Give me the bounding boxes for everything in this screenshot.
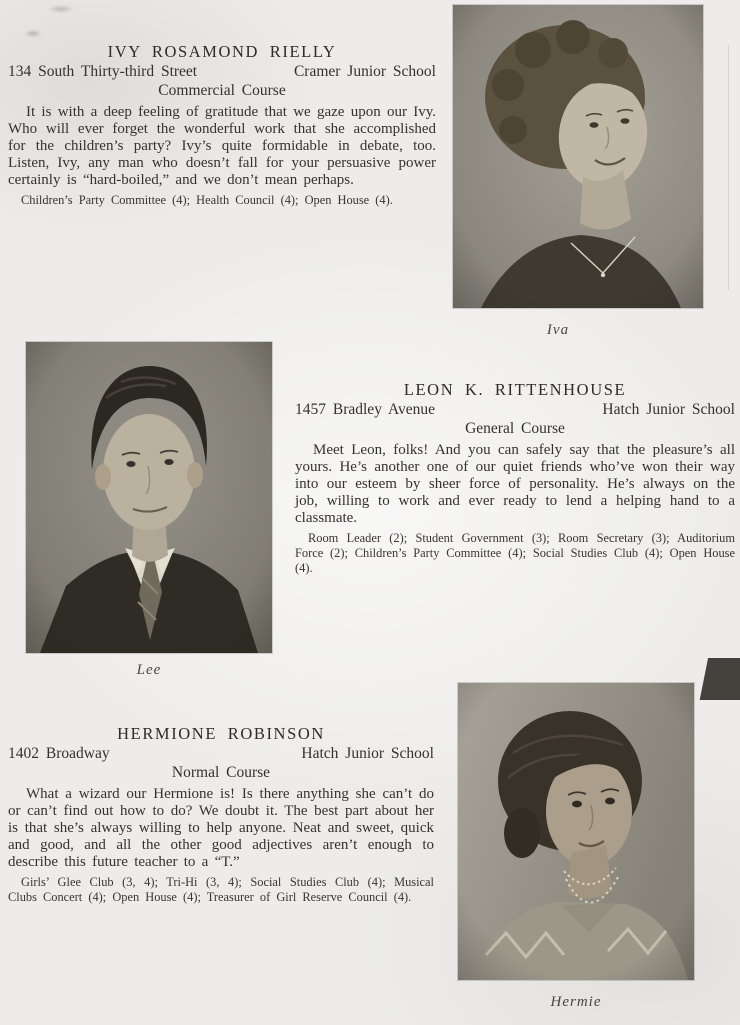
address-school-row [8,62,436,81]
portrait-photo-iva [453,5,703,308]
course-name: Normal Course [171,764,271,781]
photo-caption: Iva [546,322,570,338]
scan-smudge [24,30,42,37]
portrait-photo-hermie [458,683,694,980]
address-school-row [8,744,434,763]
photo-caption: Hermie [550,994,602,1010]
lee-portrait-illustration [26,342,272,653]
student-name: IVY ROSAMOND RIELLY [107,42,337,61]
street-address: 134 South Thirty-third Street [8,63,198,80]
iva-portrait-illustration [453,5,703,308]
entry-hermione-robinson [8,724,434,905]
junior-school: Cramer Junior School [293,63,436,80]
bio-paragraph: Meet Leon, folks! And you can safely say that the pleasure’s all yours. He’s another one of our quiet friends who’ve won their way into our esteem by sheer force of personality. He’s always on the job, willing to work and ever ready to lend a helping hand to a classmate. [295,442,735,526]
street-address: 1457 Bradley Avenue [295,401,436,418]
junior-school: Hatch Junior School [301,745,434,762]
scan-artifact [698,658,740,700]
activities-list: Room Leader (2); Student Government (3); Room Secretary (3); Auditorium Force (2); Children’s Party Committee (4); Social Studies Club (4); Open House (4). [295,531,735,575]
portrait-photo-lee [26,342,272,653]
address-school-row [295,400,735,419]
course-name: General Course [465,420,565,437]
scan-smudge [48,5,74,13]
photo-caption: Lee [136,662,162,678]
hermie-portrait-illustration [458,683,694,980]
bio-paragraph: What a wizard our Hermione is! Is there anything she can’t do or can’t find out how to do? We doubt it. The best part about her is that she’s always willing to help anyone. Neat and sweet, quick and good, and all the other good adjectives aren’t enough to describe this future teacher to a “T.” [8,786,434,870]
bio-paragraph: It is with a deep feeling of gratitude that we gaze upon our Ivy. Who will ever forget the wonderful work that she accomplished for the children’s party? Ivy’s quite formidable in debate, too. Listen, Ivy, any man who doesn’t fall for your persuasive power certainly is “hard-boiled,” and we don’t mean perhaps. [8,104,436,188]
entry-leon-rittenhouse [295,380,735,576]
student-name: HERMIONE ROBINSON [117,724,325,743]
street-address: 1402 Broadway [8,745,110,762]
entry-ivy-rielly [8,42,436,208]
course-name: Commercial Course [158,82,286,99]
activities-list: Children’s Party Committee (4); Health Council (4); Open House (4). [21,193,393,207]
junior-school: Hatch Junior School [602,401,735,418]
student-name: LEON K. RITTENHOUSE [403,380,627,399]
activities-list: Girls’ Glee Club (3, 4); Tri-Hi (3, 4); Social Studies Club (4); Musical Clubs Concert (4); Open House (4); Treasurer of Girl Reserve Council (4). [8,875,434,904]
page-edge-line [728,45,729,290]
